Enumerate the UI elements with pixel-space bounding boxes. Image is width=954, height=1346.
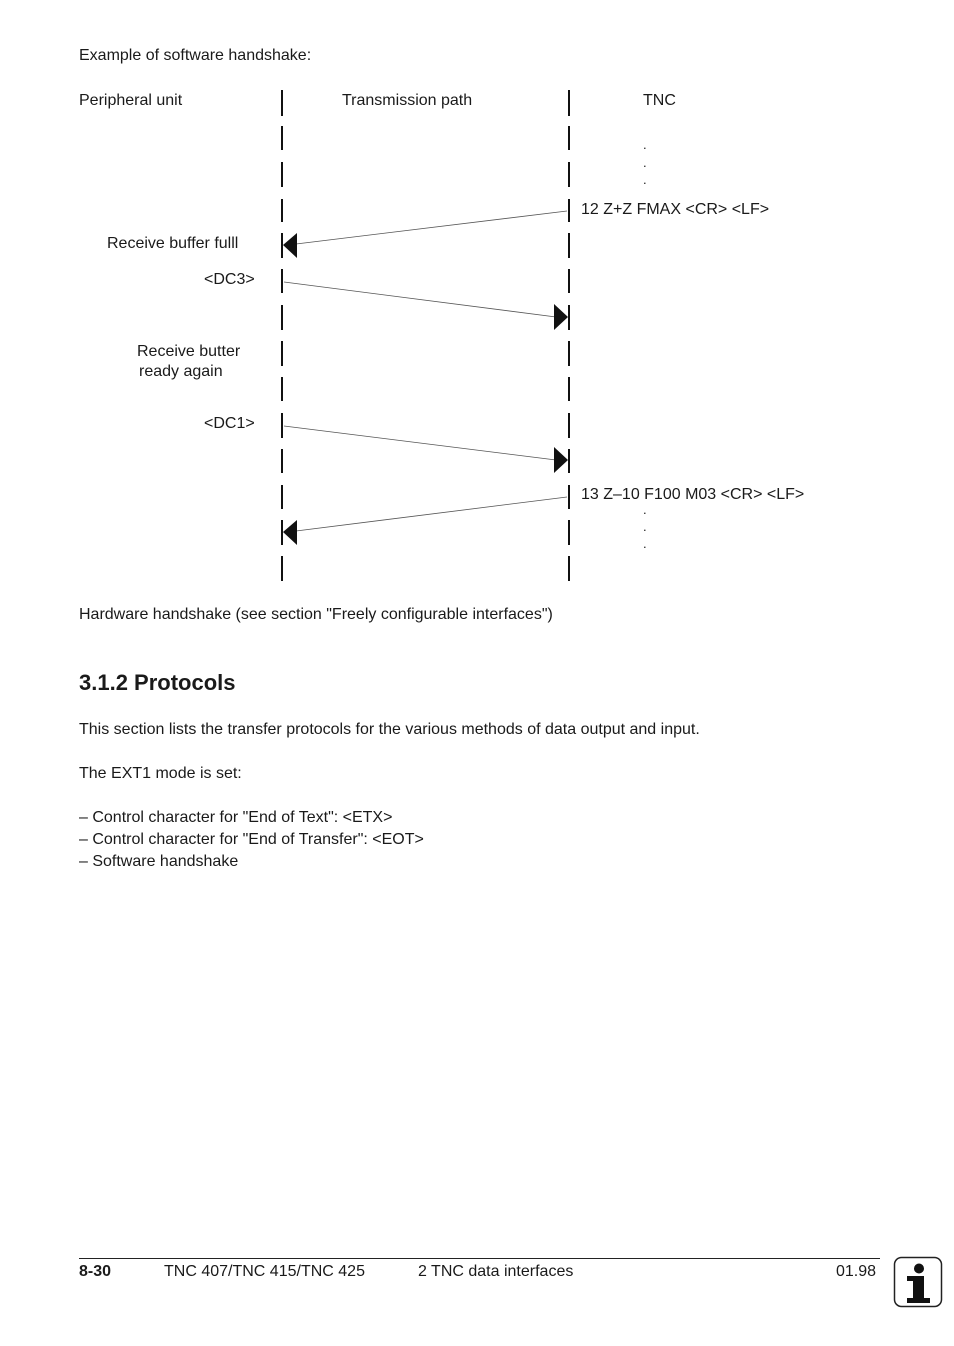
ellipsis-dot: . (643, 172, 647, 187)
label-receive-ready-2: ready again (139, 363, 223, 380)
section-intro: This section lists the transfer protocols for the various methods of data output and input. (79, 721, 700, 738)
arrowhead-right (554, 447, 568, 473)
arrowhead-right (554, 304, 568, 330)
column-transmission-path: Transmission path (342, 92, 473, 109)
section-heading: 3.1.2 Protocols (79, 670, 236, 695)
label-dc3: <DC3> (204, 271, 255, 288)
message-arrow-line (296, 497, 567, 531)
intro-text: Example of software handshake: (79, 47, 312, 64)
list-item: – Control character for "End of Text": <ETX> (79, 809, 393, 826)
label-receive-ready-1: Receive butter (137, 343, 241, 360)
message-arrow-line (284, 282, 556, 317)
ellipsis-dot: . (643, 137, 647, 152)
mode-line: The EXT1 mode is set: (79, 765, 242, 782)
footer-rule (79, 1258, 880, 1259)
footer-date: 01.98 (836, 1263, 877, 1280)
message-arrow-line (296, 211, 567, 244)
ellipsis-dot: . (643, 536, 647, 551)
ellipsis-dot: . (643, 519, 647, 534)
label-dc1: <DC1> (204, 415, 255, 432)
label-receive-buffer-full: Receive buffer fulll (107, 235, 239, 252)
footer-models: TNC 407/TNC 415/TNC 425 (164, 1263, 365, 1280)
message-arrow-line (284, 426, 556, 460)
footer-chapter: 2 TNC data interfaces (418, 1263, 574, 1280)
ellipsis-dot: . (643, 155, 647, 170)
tnc-block-2: 13 Z–10 F100 M03 <CR> <LF> (581, 486, 805, 503)
handshake-diagram (0, 0, 954, 600)
arrowhead-left (283, 233, 297, 258)
ellipsis-dot: . (643, 502, 647, 517)
column-peripheral-unit: Peripheral unit (79, 92, 183, 109)
column-tnc: TNC (643, 92, 676, 109)
tnc-block-1: 12 Z+Z FMAX <CR> <LF> (581, 201, 770, 218)
list-item: – Control character for "End of Transfer": <EOT> (79, 831, 424, 848)
arrowhead-left (283, 520, 297, 545)
hardware-note: Hardware handshake (see section "Freely configurable interfaces") (79, 606, 553, 623)
footer-page-number: 8-30 (79, 1263, 112, 1280)
list-item: – Software handshake (79, 853, 239, 870)
info-icon (893, 1256, 943, 1308)
